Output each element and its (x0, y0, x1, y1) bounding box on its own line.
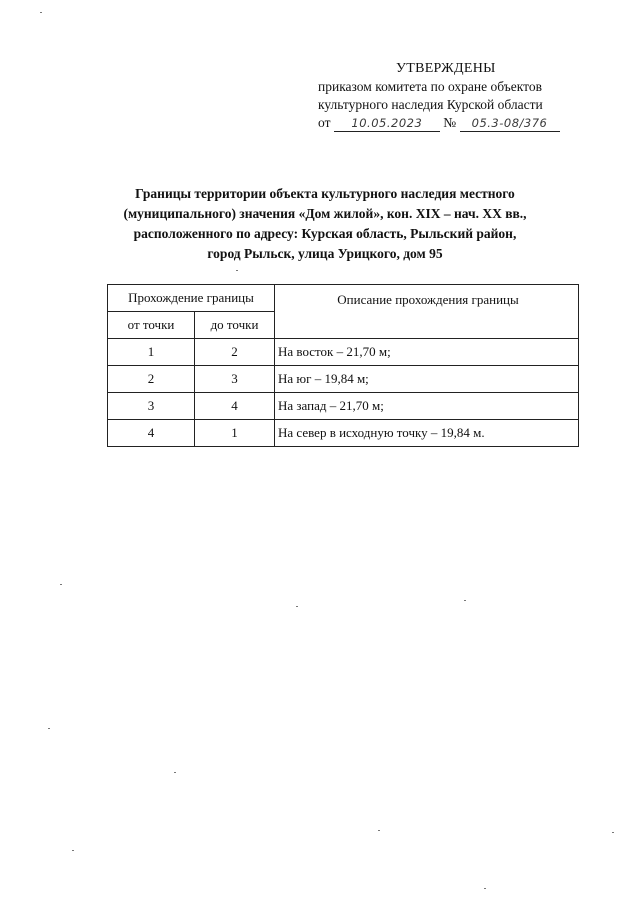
approval-title: УТВЕРЖДЕНЫ (396, 61, 496, 76)
header-from-point: от точки (108, 312, 195, 339)
header-boundary-passage: Прохождение границы (108, 285, 275, 312)
approval-line-2: культурного наследия Курской области (318, 97, 543, 112)
table-row (108, 420, 579, 447)
table-header-row (108, 285, 579, 312)
cell-to: 3 (195, 366, 275, 393)
scan-speck (72, 850, 74, 851)
scan-speck (236, 270, 238, 271)
order-date-number-line (318, 114, 618, 132)
cell-from: 2 (108, 366, 195, 393)
heading-line-2: (муниципального) значения «Дом жилой», кон. XIX – нач. XX вв., (123, 206, 527, 221)
cell-description: На юг – 19,84 м; (275, 366, 579, 393)
cell-description: На восток – 21,70 м; (275, 339, 579, 366)
cell-from: 4 (108, 420, 195, 447)
cell-to: 2 (195, 339, 275, 366)
scan-speck (612, 832, 614, 833)
heading-line-4: город Рыльск, улица Урицкого, дом 95 (207, 246, 443, 261)
scan-speck (40, 12, 42, 13)
heading-line-1: Границы территории объекта культурного наследия местного (135, 186, 515, 201)
approval-line-1: приказом комитета по охране объектов (318, 79, 542, 94)
cell-from: 3 (108, 393, 195, 420)
scan-speck (484, 888, 486, 889)
date-prefix: от (318, 115, 331, 130)
approval-block (318, 60, 618, 132)
cell-to: 4 (195, 393, 275, 420)
handwritten-number: 05.3-08/376 (460, 116, 560, 132)
cell-description: На север в исходную точку – 19,84 м. (275, 420, 579, 447)
cell-from: 1 (108, 339, 195, 366)
scan-speck (464, 600, 466, 601)
scan-speck (48, 728, 50, 729)
header-to-point: до точки (195, 312, 275, 339)
table-row (108, 366, 579, 393)
boundary-table (107, 284, 579, 447)
handwritten-date: 10.05.2023 (334, 116, 440, 132)
document-heading (100, 184, 550, 264)
heading-line-3: расположенного по адресу: Курская область, Рыльский район, (133, 226, 517, 241)
table-row (108, 339, 579, 366)
number-prefix: № (443, 115, 457, 130)
header-description: Описание прохождения границы (275, 285, 579, 339)
table-row (108, 393, 579, 420)
scan-speck (378, 830, 380, 831)
cell-to: 1 (195, 420, 275, 447)
scan-speck (296, 606, 298, 607)
cell-description: На запад – 21,70 м; (275, 393, 579, 420)
scan-speck (60, 584, 62, 585)
scan-speck (174, 772, 176, 773)
